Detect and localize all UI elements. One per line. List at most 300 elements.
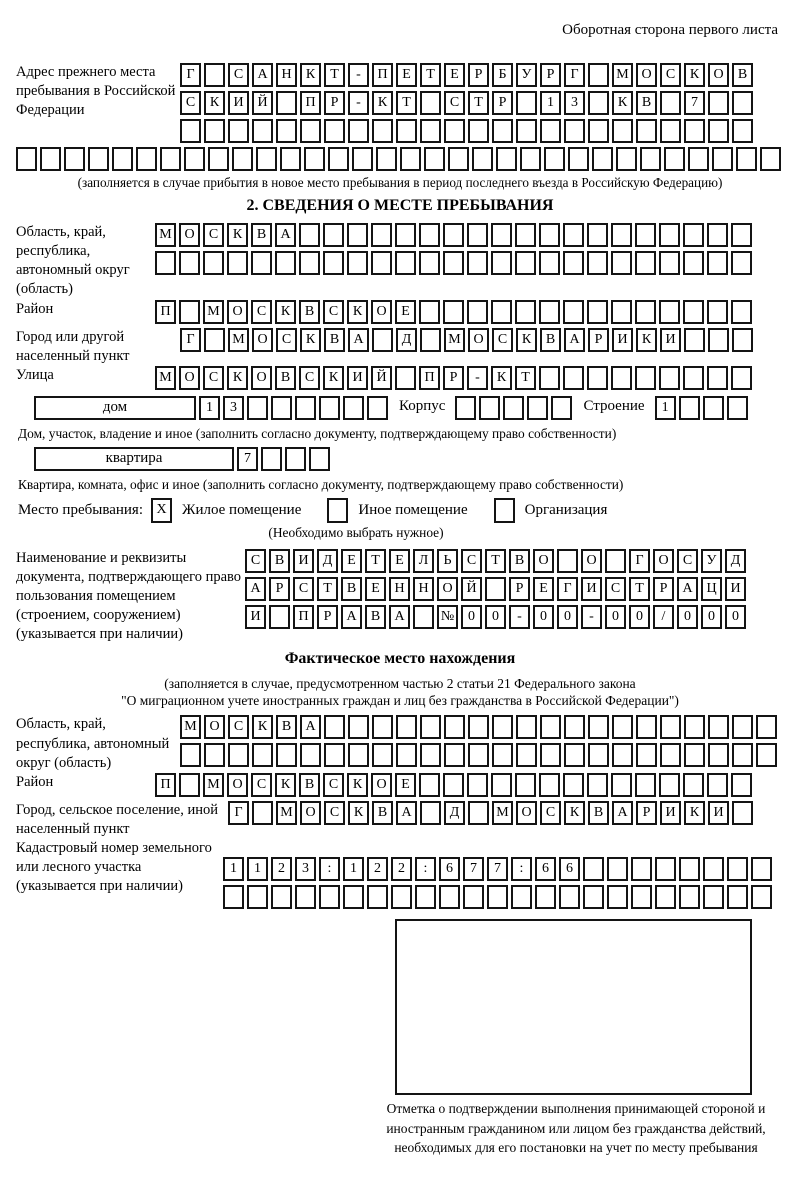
- char-cell: М: [276, 801, 297, 825]
- s3-region-label: Область, край, республика, автономный округ (область): [16, 716, 170, 771]
- prev-address-row-2: [180, 91, 756, 115]
- char-cell: [659, 366, 680, 390]
- char-cell: О: [636, 63, 657, 87]
- char-cell: [299, 251, 320, 275]
- char-cell: [324, 743, 345, 767]
- char-cell: [295, 885, 316, 909]
- char-cell: К: [491, 366, 512, 390]
- char-cell: [587, 223, 608, 247]
- s3-region-row-2: [180, 743, 780, 767]
- char-cell: [659, 773, 680, 797]
- char-cell: [88, 147, 109, 171]
- char-cell: Е: [389, 549, 410, 573]
- s3-city-label: Город, сельское поселение, иной населенный пункт: [16, 801, 219, 837]
- char-cell: 0: [461, 605, 482, 629]
- char-cell: [731, 223, 752, 247]
- char-cell: [323, 223, 344, 247]
- s2-house-block: [16, 396, 784, 424]
- char-cell: Н: [389, 577, 410, 601]
- char-cell: [588, 715, 609, 739]
- char-cell: С: [660, 63, 681, 87]
- char-cell: [707, 251, 728, 275]
- char-cell: -: [581, 605, 602, 629]
- char-cell: И: [228, 91, 249, 115]
- char-cell: [227, 251, 248, 275]
- prev-address-note: (заполняется в случае прибытия в новое место пребывания в период последнего въезда в Российскую Федерацию): [77, 175, 723, 190]
- char-cell: Т: [468, 91, 489, 115]
- char-cell: А: [252, 63, 273, 87]
- char-cell: [448, 147, 469, 171]
- char-cell: [527, 396, 548, 420]
- char-cell: [347, 223, 368, 247]
- char-cell: -: [348, 63, 369, 87]
- char-cell: [204, 328, 225, 352]
- char-cell: [731, 366, 752, 390]
- char-cell: [228, 119, 249, 143]
- char-cell: [136, 147, 157, 171]
- char-cell: [688, 147, 709, 171]
- char-cell: К: [684, 63, 705, 87]
- char-cell: Т: [420, 63, 441, 87]
- checkbox-other-premises: [327, 498, 348, 523]
- char-cell: И: [245, 605, 266, 629]
- char-cell: [511, 885, 532, 909]
- char-cell: [631, 885, 652, 909]
- char-cell: К: [227, 223, 248, 247]
- char-cell: [607, 885, 628, 909]
- char-cell: [179, 773, 200, 797]
- char-cell: [300, 119, 321, 143]
- char-cell: 0: [533, 605, 554, 629]
- char-cell: А: [564, 328, 585, 352]
- char-cell: [155, 251, 176, 275]
- char-cell: С: [180, 91, 201, 115]
- option-organization-label: Организация: [524, 501, 608, 518]
- char-cell: [180, 743, 201, 767]
- section3-subtitle-1: (заполняется в случае, предусмотренном частью 2 статьи 21 Федерального закона: [164, 676, 636, 692]
- char-cell: [540, 715, 561, 739]
- checkbox-organization: [494, 498, 515, 523]
- char-cell: Д: [317, 549, 338, 573]
- char-cell: [319, 885, 340, 909]
- char-cell: [683, 223, 704, 247]
- char-cell: [707, 773, 728, 797]
- char-cell: О: [371, 300, 392, 324]
- char-cell: [280, 147, 301, 171]
- char-cell: М: [180, 715, 201, 739]
- char-cell: [419, 300, 440, 324]
- char-cell: [563, 223, 584, 247]
- char-cell: К: [612, 91, 633, 115]
- char-cell: [551, 396, 572, 420]
- char-cell: [731, 773, 752, 797]
- char-cell: [252, 743, 273, 767]
- char-cell: 7: [487, 857, 508, 881]
- char-cell: [271, 885, 292, 909]
- s2-region-rows: [155, 223, 755, 279]
- char-cell: Т: [317, 577, 338, 601]
- char-cell: 0: [677, 605, 698, 629]
- char-cell: [247, 396, 268, 420]
- char-cell: [420, 119, 441, 143]
- char-cell: [276, 119, 297, 143]
- char-cell: [420, 715, 441, 739]
- checkbox-residential: X: [151, 498, 172, 523]
- char-cell: К: [275, 300, 296, 324]
- cadastre-row-1: [223, 857, 775, 881]
- char-cell: [679, 885, 700, 909]
- char-cell: И: [660, 801, 681, 825]
- char-cell: [540, 743, 561, 767]
- cadastre-label: Кадастровый номер земельного или лесного участка (указывается при наличии): [16, 840, 212, 895]
- char-cell: [112, 147, 133, 171]
- char-cell: Р: [324, 91, 345, 115]
- char-cell: Р: [653, 577, 674, 601]
- char-cell: В: [299, 300, 320, 324]
- char-cell: 1: [223, 857, 244, 881]
- char-cell: [347, 251, 368, 275]
- char-cell: [535, 885, 556, 909]
- char-cell: [660, 91, 681, 115]
- char-cell: Р: [636, 801, 657, 825]
- char-cell: [179, 300, 200, 324]
- char-cell: О: [251, 366, 272, 390]
- char-cell: -: [509, 605, 530, 629]
- char-cell: [611, 366, 632, 390]
- char-cell: М: [155, 366, 176, 390]
- char-cell: [587, 773, 608, 797]
- char-cell: С: [677, 549, 698, 573]
- char-cell: [400, 147, 421, 171]
- char-cell: [467, 773, 488, 797]
- char-cell: [420, 328, 441, 352]
- char-cell: Ц: [701, 577, 722, 601]
- char-cell: [539, 773, 560, 797]
- char-cell: А: [300, 715, 321, 739]
- char-cell: Т: [324, 63, 345, 87]
- char-cell: [664, 147, 685, 171]
- s3-region-block: [16, 715, 784, 772]
- s2-apartment-block: [16, 447, 784, 475]
- char-cell: [256, 147, 277, 171]
- prev-address-row-4: [16, 147, 784, 171]
- char-cell: [487, 885, 508, 909]
- char-cell: К: [516, 328, 537, 352]
- prev-address-row-1: [180, 63, 756, 87]
- char-cell: О: [653, 549, 674, 573]
- char-cell: А: [677, 577, 698, 601]
- char-cell: [679, 857, 700, 881]
- char-cell: П: [293, 605, 314, 629]
- char-cell: Й: [461, 577, 482, 601]
- char-cell: [539, 366, 560, 390]
- char-cell: О: [227, 773, 248, 797]
- s2-city-row: [180, 328, 756, 352]
- char-cell: [204, 63, 225, 87]
- s3-city-block: [16, 801, 784, 839]
- char-cell: [443, 300, 464, 324]
- char-cell: Г: [180, 328, 201, 352]
- char-cell: К: [252, 715, 273, 739]
- char-cell: [467, 223, 488, 247]
- char-cell: [247, 885, 268, 909]
- char-cell: Й: [252, 91, 273, 115]
- char-cell: И: [725, 577, 746, 601]
- char-cell: М: [228, 328, 249, 352]
- char-cell: К: [300, 63, 321, 87]
- char-cell: А: [348, 328, 369, 352]
- char-cell: [419, 773, 440, 797]
- char-cell: С: [323, 773, 344, 797]
- char-cell: О: [371, 773, 392, 797]
- char-cell: К: [300, 328, 321, 352]
- stroenie-label: Строение: [583, 397, 645, 414]
- char-cell: Ь: [437, 549, 458, 573]
- char-cell: К: [564, 801, 585, 825]
- char-cell: [539, 223, 560, 247]
- char-cell: 6: [559, 857, 580, 881]
- char-cell: [420, 743, 441, 767]
- char-cell: [515, 773, 536, 797]
- char-cell: [204, 119, 225, 143]
- char-cell: [372, 743, 393, 767]
- char-cell: А: [396, 801, 417, 825]
- char-cell: [516, 743, 537, 767]
- char-cell: [204, 743, 225, 767]
- char-cell: К: [636, 328, 657, 352]
- char-cell: [285, 447, 306, 471]
- char-cell: [756, 715, 777, 739]
- char-cell: [352, 147, 373, 171]
- char-cell: Р: [492, 91, 513, 115]
- char-cell: 3: [295, 857, 316, 881]
- char-cell: [707, 223, 728, 247]
- char-cell: В: [324, 328, 345, 352]
- char-cell: К: [347, 773, 368, 797]
- char-cell: [413, 605, 434, 629]
- char-cell: С: [323, 300, 344, 324]
- char-cell: Д: [444, 801, 465, 825]
- char-cell: [520, 147, 541, 171]
- char-cell: [684, 715, 705, 739]
- char-cell: [612, 119, 633, 143]
- char-cell: [324, 119, 345, 143]
- char-cell: [271, 396, 292, 420]
- char-cell: [708, 119, 729, 143]
- char-cell: [592, 147, 613, 171]
- char-cell: С: [203, 366, 224, 390]
- house-number-row: [199, 396, 391, 420]
- char-cell: [636, 743, 657, 767]
- char-cell: [276, 743, 297, 767]
- char-cell: [612, 715, 633, 739]
- char-cell: 1: [655, 396, 676, 420]
- stamp-caption: Отметка о подтверждении выполнения принимающей стороной и иностранным гражданином или лицом без гражданства действий, необходимых для его постановки на учет по месту пребывания: [386, 1101, 766, 1156]
- char-cell: В: [372, 801, 393, 825]
- char-cell: Н: [276, 63, 297, 87]
- char-cell: 3: [223, 396, 244, 420]
- page-side-note: Оборотная сторона первого листа: [562, 22, 778, 38]
- char-cell: [396, 715, 417, 739]
- char-cell: Г: [228, 801, 249, 825]
- char-cell: И: [581, 577, 602, 601]
- char-cell: [396, 743, 417, 767]
- stay-type-block: [18, 498, 784, 523]
- char-cell: [299, 223, 320, 247]
- char-cell: [732, 91, 753, 115]
- s2-street-block: [16, 366, 784, 394]
- char-cell: [419, 251, 440, 275]
- char-cell: [563, 366, 584, 390]
- char-cell: В: [365, 605, 386, 629]
- char-cell: [587, 251, 608, 275]
- char-cell: 7: [684, 91, 705, 115]
- char-cell: Г: [557, 577, 578, 601]
- char-cell: [424, 147, 445, 171]
- char-cell: [472, 147, 493, 171]
- char-cell: [323, 251, 344, 275]
- char-cell: В: [588, 801, 609, 825]
- char-cell: [732, 715, 753, 739]
- char-cell: [444, 743, 465, 767]
- char-cell: [559, 885, 580, 909]
- char-cell: О: [179, 223, 200, 247]
- char-cell: [515, 223, 536, 247]
- char-cell: Р: [269, 577, 290, 601]
- char-cell: М: [203, 773, 224, 797]
- char-cell: [683, 366, 704, 390]
- char-cell: С: [324, 801, 345, 825]
- char-cell: [588, 63, 609, 87]
- document-rows: [245, 549, 749, 633]
- char-cell: [420, 91, 441, 115]
- s3-region-row-1: [180, 715, 780, 739]
- char-cell: О: [227, 300, 248, 324]
- char-cell: К: [204, 91, 225, 115]
- char-cell: С: [299, 366, 320, 390]
- char-cell: К: [323, 366, 344, 390]
- char-cell: [439, 885, 460, 909]
- char-cell: [563, 773, 584, 797]
- char-cell: Р: [509, 577, 530, 601]
- char-cell: [563, 251, 584, 275]
- s3-city-row: [228, 801, 756, 825]
- char-cell: [395, 251, 416, 275]
- section3-subtitle-2: "О миграционном учете иностранных граждан и лиц без гражданства в Российской Федерации"): [121, 693, 679, 709]
- char-cell: М: [155, 223, 176, 247]
- char-cell: В: [732, 63, 753, 87]
- prev-address-row-3: [180, 119, 756, 143]
- char-cell: [515, 251, 536, 275]
- document-row-3: [245, 605, 749, 629]
- char-cell: 7: [463, 857, 484, 881]
- char-cell: [463, 885, 484, 909]
- char-cell: Е: [341, 549, 362, 573]
- char-cell: [611, 223, 632, 247]
- char-cell: [343, 396, 364, 420]
- char-cell: -: [348, 91, 369, 115]
- char-cell: [640, 147, 661, 171]
- char-cell: [564, 119, 585, 143]
- stamp-area: [16, 919, 784, 1158]
- house-caption: Дом, участок, владение и иное (заполнить согласно документу, подтверждающему право собственности): [18, 425, 617, 441]
- char-cell: [539, 300, 560, 324]
- s3-cadastre-block: [16, 839, 784, 913]
- char-cell: Д: [725, 549, 746, 573]
- char-cell: Е: [395, 300, 416, 324]
- char-cell: П: [419, 366, 440, 390]
- char-cell: О: [179, 366, 200, 390]
- char-cell: Е: [444, 63, 465, 87]
- char-cell: [605, 549, 626, 573]
- char-cell: [371, 223, 392, 247]
- char-cell: №: [437, 605, 458, 629]
- char-cell: [588, 91, 609, 115]
- char-cell: Й: [371, 366, 392, 390]
- char-cell: [444, 715, 465, 739]
- char-cell: [679, 396, 700, 420]
- char-cell: [635, 251, 656, 275]
- char-cell: [732, 801, 753, 825]
- option-residential-label: Жилое помещение: [182, 501, 302, 518]
- char-cell: [659, 300, 680, 324]
- char-cell: [756, 743, 777, 767]
- char-cell: [468, 801, 489, 825]
- char-cell: [635, 773, 656, 797]
- char-cell: [419, 223, 440, 247]
- s2-district-row: [155, 300, 755, 324]
- char-cell: [544, 147, 565, 171]
- char-cell: [492, 715, 513, 739]
- char-cell: О: [581, 549, 602, 573]
- char-cell: [415, 885, 436, 909]
- char-cell: [636, 715, 657, 739]
- char-cell: [391, 885, 412, 909]
- char-cell: [583, 857, 604, 881]
- char-cell: В: [269, 549, 290, 573]
- char-cell: [16, 147, 37, 171]
- char-cell: [261, 447, 282, 471]
- char-cell: [443, 223, 464, 247]
- char-cell: [479, 396, 500, 420]
- char-cell: [583, 885, 604, 909]
- char-cell: А: [389, 605, 410, 629]
- s2-district-block: [16, 300, 784, 328]
- char-cell: У: [516, 63, 537, 87]
- prev-address-rows: [180, 63, 756, 147]
- char-cell: Т: [629, 577, 650, 601]
- char-cell: О: [252, 328, 273, 352]
- char-cell: Т: [485, 549, 506, 573]
- char-cell: [467, 251, 488, 275]
- char-cell: [564, 715, 585, 739]
- char-cell: [751, 857, 772, 881]
- char-cell: [611, 300, 632, 324]
- char-cell: С: [293, 577, 314, 601]
- s2-street-label: Улица: [16, 366, 54, 383]
- char-cell: Е: [395, 773, 416, 797]
- char-cell: [727, 885, 748, 909]
- char-cell: [203, 251, 224, 275]
- char-cell: [707, 300, 728, 324]
- char-cell: К: [347, 300, 368, 324]
- char-cell: Р: [540, 63, 561, 87]
- char-cell: [727, 857, 748, 881]
- korpus-label: Корпус: [399, 397, 446, 414]
- char-cell: 0: [485, 605, 506, 629]
- char-cell: [660, 743, 681, 767]
- char-cell: С: [276, 328, 297, 352]
